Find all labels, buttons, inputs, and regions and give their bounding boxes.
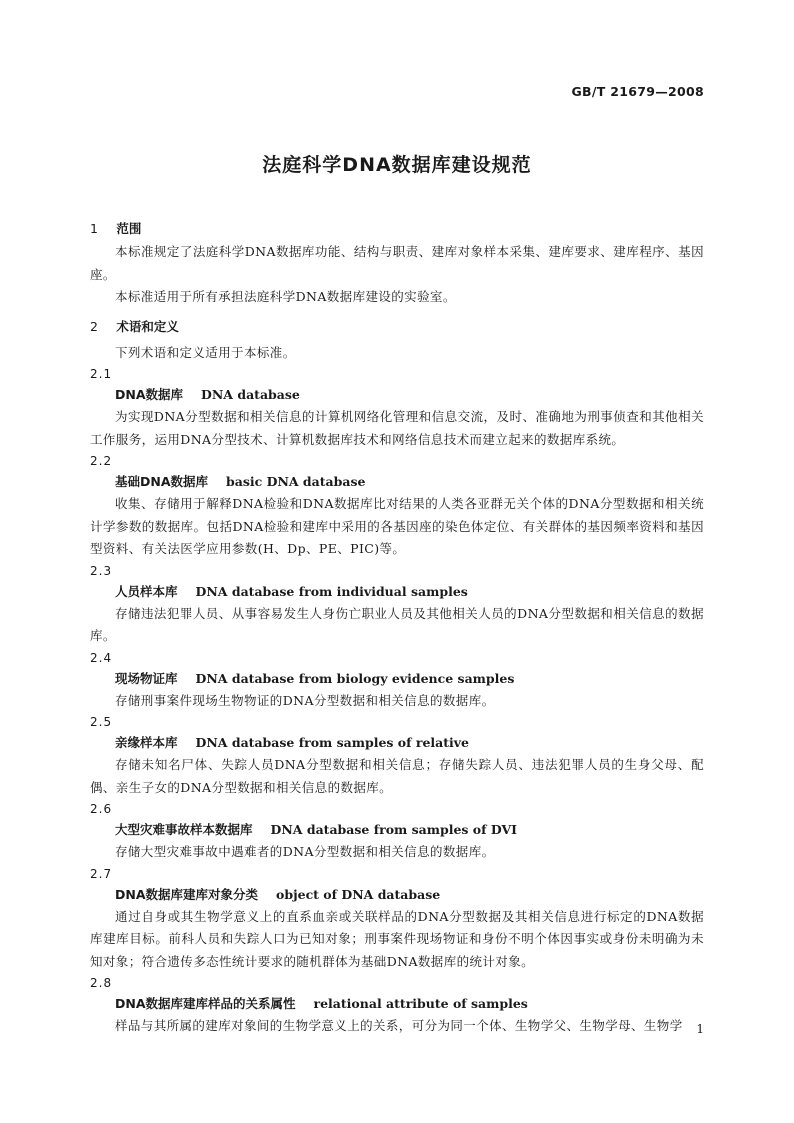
term-definition: 通过自身或其生物学意义上的直系血亲或关联样品的DNA分型数据及其相关信息进行标定的DNA数据库建库目标。前科人员和失踪人口为已知对象；刑事案件现场物证和身份不明个体因事实或身份未明确为未知对象；符合遗传多态性统计要求的随机群体为基础DNA数据库的统计对象。 [90, 908, 704, 969]
term-2-4 [90, 648, 704, 713]
term-zh: DNA数据库建库对象分类 [115, 886, 259, 902]
term-heading [90, 884, 704, 906]
paragraph: 本标准适用于所有承担法庭科学DNA数据库建设的实验室。 [115, 289, 456, 304]
clause-number: 2.8 [90, 976, 113, 990]
clause-number: 2.1 [90, 367, 113, 381]
term-definition: 存储刑事案件现场生物物证的DNA分型数据和相关信息的数据库。 [115, 692, 495, 708]
term-en: basic DNA database [226, 474, 366, 489]
clause-number: 2.5 [90, 715, 113, 729]
section-1-heading [90, 217, 704, 241]
term-heading [90, 668, 704, 690]
term-zh: 亲缘样本库 [115, 735, 178, 750]
term-definition: 存储未知名尸体、失踪人员DNA分型数据和相关信息；存储失踪人员、违法犯罪人员的生身父母、配偶、亲生子女的DNA分型数据和相关信息的数据库。 [90, 757, 704, 795]
term-en: DNA database from individual samples [195, 583, 468, 599]
section-number: 1 [90, 221, 98, 236]
term-definition: 存储违法犯罪人员、从事容易发生人身伤亡职业人员及其他相关人员的DNA分型数据和相关信息的数据库。 [90, 605, 704, 643]
term-2-2 [90, 451, 704, 561]
paragraph: 下列术语和定义适用于本标准。 [115, 344, 296, 360]
term-zh: 大型灾难事故样本数据库 [115, 822, 253, 837]
term-zh: DNA数据库 [115, 387, 184, 402]
term-en: DNA database from samples of relative [195, 735, 469, 750]
clause-number: 2.6 [90, 802, 113, 816]
term-definition: 存储大型灾难事故中遇难者的DNA分型数据和相关信息的数据库。 [115, 844, 495, 859]
term-definition: 为实现DNA分型数据和相关信息的计算机网络化管理和信息交流，及时、准确地为刑事侦查和其他相关工作服务，运用DNA分型技术、计算机数据库技术和网络信息技术而建立起来的数据库系统。 [90, 409, 704, 447]
term-definition: 收集、存储用于解释DNA检验和DNA数据库比对结果的人类各亚群无关个体的DNA分型数据和相关统计学参数的数据库。包括DNA检验和建库中采用的各基因座的染色体定位、有关群体的基因频率资料和基因型资料、有关法医学应用参数(H、Dp、PE、PIC)等。 [90, 496, 704, 556]
term-heading [90, 732, 704, 754]
clause-number: 2.3 [90, 563, 113, 578]
term-en: object of DNA database [276, 886, 441, 902]
term-zh: 现场物证库 [115, 670, 178, 686]
clause-number: 2.7 [90, 866, 113, 881]
term-en: relational attribute of samples [313, 996, 528, 1011]
term-definition: 样品与其所属的建库对象间的生物学意义上的关系，可分为同一个体、生物学父、生物学母、生物学 [115, 1018, 683, 1033]
term-heading [90, 993, 704, 1015]
term-2-8 [90, 973, 704, 1038]
term-2-7 [90, 864, 704, 974]
term-en: DNA database [201, 387, 300, 402]
term-2-6 [90, 799, 704, 864]
term-2-5 [90, 712, 704, 799]
document-title: 法庭科学DNA数据库建设规范 [262, 154, 532, 176]
term-2-1 [90, 364, 704, 451]
page-number: 1 [696, 1022, 704, 1036]
term-zh: 人员样本库 [115, 583, 178, 599]
document-body [90, 215, 704, 1038]
standard-code: GB/T 21679—2008 [571, 84, 704, 99]
term-heading [90, 471, 704, 493]
section-number: 2 [90, 318, 98, 334]
paragraph: 本标准规定了法庭科学DNA数据库功能、结构与职责、建库对象样本采集、建库要求、建库程序、基因座。 [90, 244, 704, 282]
section-2-heading [90, 315, 704, 339]
term-heading [90, 581, 704, 603]
term-en: DNA database from samples of DVI [270, 822, 518, 837]
section-title: 术语和定义 [116, 318, 179, 334]
clause-number: 2.2 [90, 454, 113, 468]
section-title: 范围 [116, 221, 142, 236]
clause-number: 2.4 [90, 650, 113, 665]
term-zh: DNA数据库建库样品的关系属性 [115, 996, 296, 1011]
term-2-3 [90, 561, 704, 648]
term-zh: 基础DNA数据库 [115, 474, 209, 489]
term-heading [90, 819, 704, 841]
term-heading [90, 384, 704, 406]
term-en: DNA database from biology evidence samples [195, 670, 515, 686]
